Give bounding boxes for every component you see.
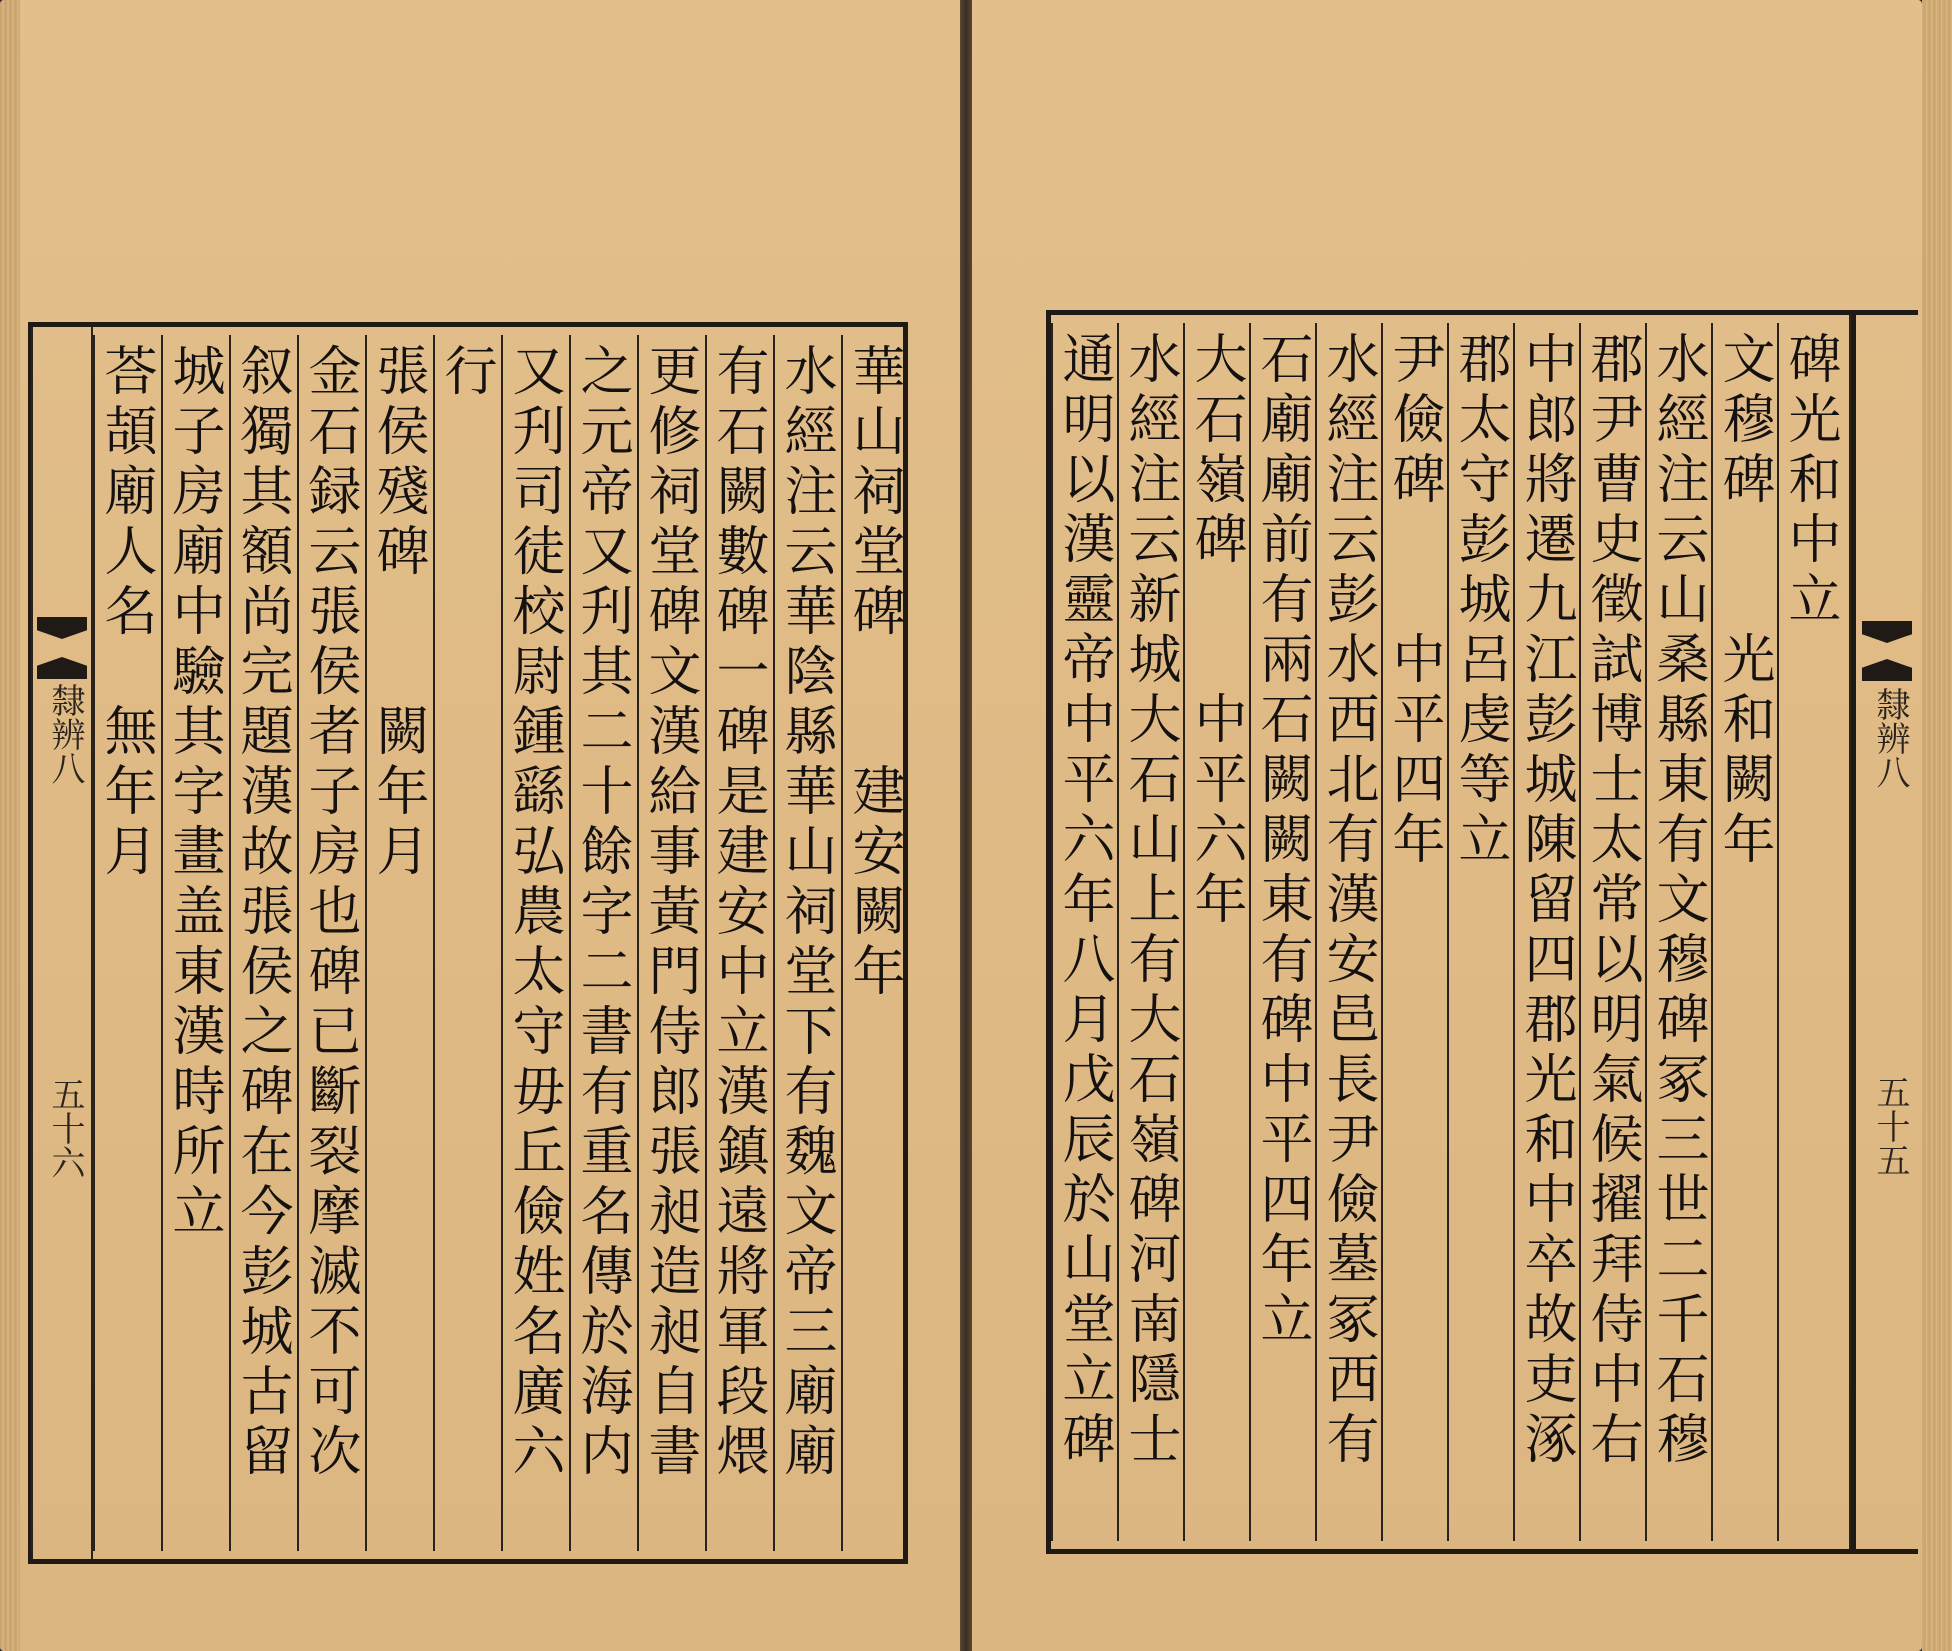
left-leaf-number: 五十六: [45, 1077, 85, 1179]
left-margin-title: 隸辨八: [45, 683, 85, 785]
left-page: [0, 0, 960, 1651]
right-column-9: 石廟廟前有兩石闕闕東有碑中平四年立: [1249, 323, 1315, 1541]
right-column-1: 碑光和中立: [1777, 323, 1843, 1541]
page-edge-right: [1922, 0, 1952, 1651]
right-column-6: 郡太守彭城呂虔等立: [1447, 323, 1513, 1541]
left-column-2: 水經注云華陰縣華山祠堂下有魏文帝三廟廟: [773, 335, 839, 1551]
left-text-frame: [28, 322, 908, 1564]
left-column-7: 行: [433, 335, 499, 1551]
left-column-6: 又刋司徒校尉鍾繇弘農太守毋丘儉姓名廣六: [501, 335, 567, 1551]
right-margin-title: 隸辨八: [1870, 687, 1910, 789]
fish-tail-top-mark: [1862, 621, 1912, 643]
right-column-12: 通明以漢靈帝中平六年八月戊辰於山堂立碑: [1051, 323, 1117, 1541]
right-column-8: 水經注云彭水西北有漢安邑長尹儉墓冢西有: [1315, 323, 1381, 1541]
left-column-1: 華山祠堂碑 建安闕年: [841, 335, 907, 1551]
fish-tail-top-mark: [37, 617, 87, 639]
right-text-frame: [1046, 310, 1856, 1554]
left-column-4: 更修祠堂碑文漢給事黃門侍郎張昶造昶自書: [637, 335, 703, 1551]
right-column-3: 水經注云山桑縣東有文穆碑冢三世二千石穆: [1645, 323, 1711, 1541]
fish-tail-bottom-mark: [1862, 659, 1912, 681]
left-column-8: 張侯殘碑 闕年月: [365, 335, 431, 1551]
right-column-2: 文穆碑 光和闕年: [1711, 323, 1777, 1541]
fish-tail-bottom-mark: [37, 657, 87, 679]
right-leaf-number: 五十五: [1870, 1075, 1910, 1177]
left-column-5: 之元帝又刋其二十餘字二書有重名傳於海内: [569, 335, 635, 1551]
right-column-7: 尹儉碑 中平四年: [1381, 323, 1447, 1541]
left-column-9: 金石録云張侯者子房也碑已斷裂摩滅不可次: [297, 335, 363, 1551]
left-column-10: 叙獨其額尚完題漢故張侯之碑在今彭城古留: [229, 335, 295, 1551]
right-page: [972, 0, 1922, 1651]
book-gutter: [960, 0, 972, 1651]
right-column-4: 郡尹曹史徵試博士太常以明氣候擢拜侍中右: [1579, 323, 1645, 1541]
right-center-band: [1856, 310, 1918, 1554]
left-column-12: 荅頡廟人名 無年月: [93, 335, 159, 1551]
left-center-band: [31, 327, 93, 1559]
page-edge-left: [0, 0, 20, 1651]
right-column-5: 中郎將遷九江彭城陳留四郡光和中卒故吏涿: [1513, 323, 1579, 1541]
left-column-11: 城子房廟中驗其字畫盖東漢時所立: [161, 335, 227, 1551]
right-column-11: 水經注云新城大石山上有大石嶺碑河南隱士: [1117, 323, 1183, 1541]
right-column-10: 大石嶺碑 中平六年: [1183, 323, 1249, 1541]
left-column-3: 有石闕數碑一碑是建安中立漢鎮遠將軍段煨: [705, 335, 771, 1551]
